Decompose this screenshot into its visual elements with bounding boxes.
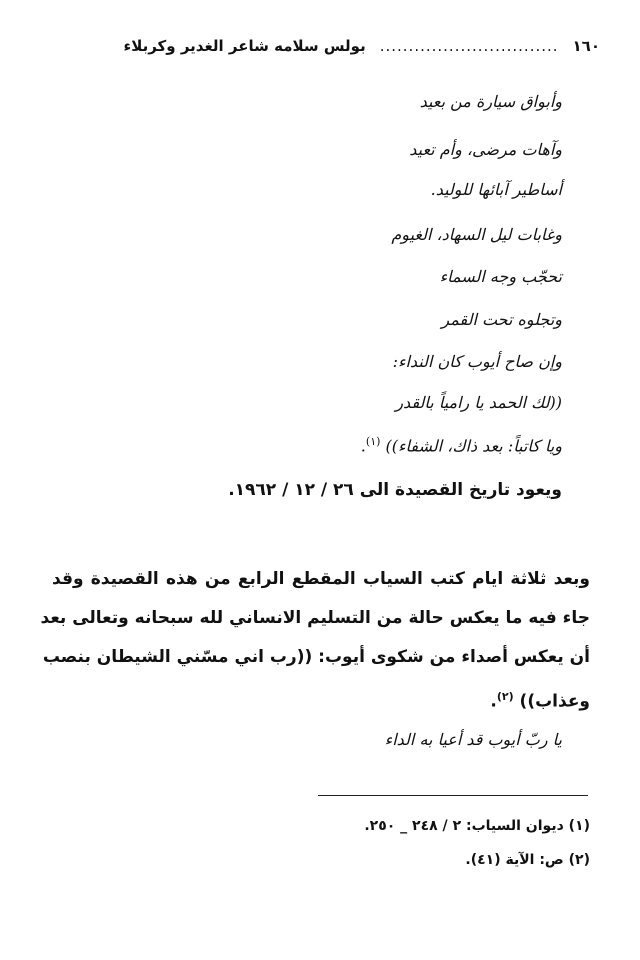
- poem-line: أساطير آبائها للوليد.: [430, 180, 562, 199]
- poem-line: وأبواق سيارة من بعيد: [419, 92, 562, 111]
- poem-line: وتجلوه تحت القمر: [441, 310, 562, 329]
- running-header: [30, 32, 600, 60]
- poem-line: وغابات ليل السهاد، الغيوم: [391, 225, 562, 244]
- poem-line: وآهات مرضى، وأم تعيد: [409, 140, 562, 159]
- paragraph-line: أن يعكس أصداء من شكوى أيوب: ((رب اني مسّني الشيطان بنصب: [42, 647, 590, 667]
- paragraph-line-last: [52, 677, 590, 716]
- page-number: ١٦٠: [572, 37, 600, 55]
- verse-line: يا ربّ أيوب قد أعيا به الداء: [384, 730, 562, 749]
- footnote-divider: [318, 795, 588, 796]
- footnote-1: (١) ديوان السياب: ٢ / ٢٤٨ _ ٢٥٠.: [364, 818, 590, 834]
- header-leader-dots: ...............................: [379, 37, 559, 55]
- paragraph-line-text: وعذاب)): [519, 691, 590, 712]
- poem-line: ((لك الحمد يا رامياً بالقدر: [395, 393, 562, 412]
- footnote-2: (٢) ص: الآية (٤١).: [465, 852, 590, 868]
- poem-line-end: .: [360, 436, 366, 456]
- poem-line: وإن صاح أيوب كان النداء:: [392, 352, 562, 371]
- footnote-ref-2: (٢): [496, 690, 514, 703]
- poem-line-text: ويا كاتباً: بعد ذاك، الشفاء)): [385, 436, 562, 456]
- running-title: بولس سلامه شاعر الغدير وكربلاء: [123, 37, 366, 55]
- footnote-ref-1: (١): [365, 435, 381, 448]
- body-paragraph: [40, 560, 590, 716]
- paragraph-line: وبعد ثلاثة ايام كتب السياب المقطع الرابع من هذه القصيدة وقد: [52, 569, 590, 589]
- paragraph-line: جاء فيه ما يعكس حالة من التسليم الانساني لله سبحانه وتعالى بعد: [40, 608, 590, 628]
- poem-line: تحجّب وجه السماء: [439, 267, 562, 286]
- date-line: ويعود تاريخ القصيدة الى ٢٦ / ١٢ / ١٩٦٢.: [228, 480, 562, 500]
- paragraph-end: .: [490, 691, 497, 712]
- poem-line-last: [361, 435, 562, 455]
